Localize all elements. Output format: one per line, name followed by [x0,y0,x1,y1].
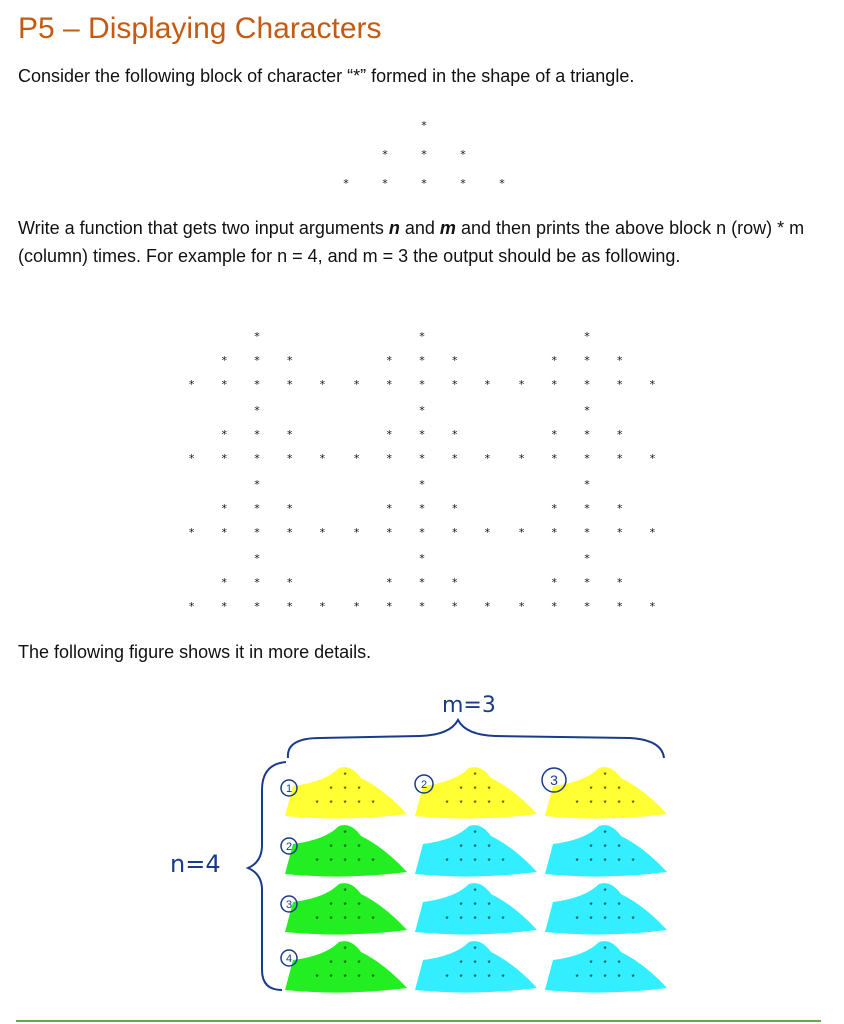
star: * [589,901,593,910]
star: * [459,799,463,808]
star: * [473,771,477,780]
star: * [343,857,347,866]
star: * [451,452,458,465]
star: * [551,354,558,367]
star: * [575,857,579,866]
page-title: P5 – Displaying Characters [18,12,382,45]
star: * [603,843,607,852]
star: * [329,901,333,910]
star: * [459,843,463,852]
star: * [386,526,393,539]
star: * [649,526,656,539]
star: * [631,857,635,866]
star: * [188,452,195,465]
intro-text: Consider the following block of character “*” formed in the shape of a triangle. [18,66,635,86]
star: * [518,600,525,613]
star: * [459,785,463,794]
star: * [499,177,505,190]
star: * [188,600,195,613]
star: * [419,330,425,343]
star: * [603,785,607,794]
star: * [353,378,360,391]
star: * [589,799,593,808]
star: * [329,843,333,852]
star: * [353,526,360,539]
star: * [386,428,393,441]
star: * [603,771,607,780]
star: * [357,785,361,794]
star: * [473,857,477,866]
star: * [221,526,228,539]
star: * [445,799,449,808]
star: * [501,973,505,982]
star: * [188,378,195,391]
star: * [319,378,326,391]
star: * [286,378,293,391]
star: * [473,973,477,982]
star: * [451,526,458,539]
task-text-part1: Write a function that gets two input arguments [18,218,389,238]
col-number-2 [415,775,433,793]
star: * [589,785,593,794]
star: * [617,901,621,910]
star: * [221,452,228,465]
star: * [343,177,349,190]
star: * [319,526,326,539]
star: * [419,552,425,565]
star: * [254,330,260,343]
top-brace [288,720,664,758]
star: * [343,785,347,794]
star: * [603,857,607,866]
star: * [617,799,621,808]
star: * [419,600,425,613]
star: * [487,843,491,852]
star: * [419,404,425,417]
star: * [575,799,579,808]
star: * [319,600,326,613]
star: * [575,973,579,982]
star: * [584,576,590,589]
svg-text:1: 1 [285,783,293,795]
star: * [484,600,491,613]
star: * [445,915,449,924]
star: * [487,973,491,982]
star: * [584,378,590,391]
star: * [584,330,590,343]
star: * [386,502,393,515]
star: * [286,354,293,367]
svg-text:2: 2 [285,841,293,853]
star: * [371,857,375,866]
star: * [649,378,656,391]
star: * [584,478,590,491]
svg-text:4: 4 [285,953,293,965]
star: * [329,973,333,982]
star: * [357,915,361,924]
star: * [254,404,260,417]
star: * [315,973,319,982]
star: * [221,502,228,515]
star: * [473,887,477,896]
star: * [584,526,590,539]
star: * [419,526,425,539]
star: * [551,576,558,589]
star: * [473,901,477,910]
star: * [487,959,491,968]
star: * [421,119,427,132]
star: * [473,799,477,808]
star: * [487,799,491,808]
star: * [649,452,656,465]
star: * [616,452,623,465]
star: * [445,973,449,982]
star: * [518,378,525,391]
star: * [487,857,491,866]
star: * [484,452,491,465]
star: * [353,452,360,465]
star: * [518,452,525,465]
star: * [343,901,347,910]
star: * [451,378,458,391]
star: * [343,829,347,838]
star: * [254,526,260,539]
star: * [419,452,425,465]
star: * [386,452,393,465]
star: * [631,973,635,982]
star: * [551,502,558,515]
star: * [386,354,393,367]
star: * [617,915,621,924]
star: * [584,354,590,367]
star: * [353,600,360,613]
row-number-4 [281,950,297,966]
star: * [419,502,425,515]
star: * [575,915,579,924]
svg-text:3: 3 [550,772,558,788]
star: * [616,526,623,539]
star: * [584,552,590,565]
star: * [484,378,491,391]
star: * [589,843,593,852]
svg-text:2: 2 [420,779,428,791]
star: * [371,973,375,982]
star: * [459,959,463,968]
star: * [487,915,491,924]
star: * [315,857,319,866]
star: * [254,552,260,565]
star: * [221,378,228,391]
star: * [445,857,449,866]
star: * [286,600,293,613]
star: * [386,576,393,589]
star: * [501,915,505,924]
star: * [421,177,427,190]
star: * [254,452,260,465]
star: * [451,502,458,515]
star: * [617,785,621,794]
star: * [382,148,388,161]
star: * [254,378,260,391]
star: * [584,404,590,417]
star: * [254,502,260,515]
star: * [603,945,607,954]
star: * [286,428,293,441]
star: * [584,428,590,441]
star: * [329,799,333,808]
star: * [254,600,260,613]
star: * [382,177,388,190]
star: * [286,576,293,589]
star: * [589,973,593,982]
star: * [589,857,593,866]
star: * [603,829,607,838]
arg-n: n [388,218,400,238]
star: * [357,901,361,910]
star: * [386,378,393,391]
star: * [221,354,228,367]
svg-text:3: 3 [285,899,293,911]
star: * [589,959,593,968]
star: * [315,799,319,808]
star: * [459,901,463,910]
star: * [631,915,635,924]
star: * [617,973,621,982]
star: * [254,354,260,367]
star: * [419,478,425,491]
star: * [221,600,228,613]
star: * [518,526,525,539]
star: * [603,959,607,968]
star: * [254,576,260,589]
star: * [603,799,607,808]
star: * [343,771,347,780]
task-text-part2: and then prints the above block n (row) * m (column) times. For example for n = 4, and m = 3 the output should be as following. [18,218,805,266]
star: * [616,600,623,613]
star: * [617,959,621,968]
star: * [584,600,590,613]
star: * [343,959,347,968]
m-label: m=3 [442,693,496,718]
star: * [371,915,375,924]
star: * [451,428,458,441]
star: * [421,148,427,161]
star: * [473,785,477,794]
detail-figure [0,680,844,1000]
star: * [487,785,491,794]
star: * [484,526,491,539]
star: * [343,945,347,954]
star: * [286,452,293,465]
star: * [319,452,326,465]
star: * [254,478,260,491]
star: * [501,799,505,808]
star: * [473,945,477,954]
star: * [419,576,425,589]
star: * [616,576,623,589]
star: * [460,148,466,161]
figure-intro-text: The following figure shows it in more details. [18,642,372,662]
star: * [501,857,505,866]
star: * [459,915,463,924]
star: * [419,378,425,391]
star: * [459,973,463,982]
star: * [386,600,393,613]
star: * [357,843,361,852]
star: * [473,959,477,968]
star: * [459,857,463,866]
star: * [584,452,590,465]
star: * [221,576,228,589]
star: * [616,378,623,391]
star: * [551,378,558,391]
star: * [631,799,635,808]
star: * [451,354,458,367]
star: * [315,915,319,924]
star: * [343,973,347,982]
star: * [286,526,293,539]
star: * [286,502,293,515]
star: * [329,785,333,794]
star: * [329,959,333,968]
arg-m: m [439,218,456,238]
star: * [473,829,477,838]
star: * [419,354,425,367]
task-text [18,214,828,270]
star: * [603,887,607,896]
star: * [617,857,621,866]
star: * [329,857,333,866]
star: * [487,901,491,910]
star: * [460,177,466,190]
star: * [589,915,593,924]
star: * [357,799,361,808]
star: * [357,973,361,982]
star: * [649,600,656,613]
bottom-rule [16,1020,821,1022]
star: * [617,843,621,852]
left-brace [248,762,286,990]
star: * [254,428,260,441]
star: * [357,857,361,866]
star: * [419,428,425,441]
star: * [343,799,347,808]
star: * [616,428,623,441]
star: * [188,526,195,539]
star: * [343,887,347,896]
star: * [603,915,607,924]
task-and: and [399,218,440,238]
star: * [603,901,607,910]
star: * [473,843,477,852]
star: * [616,502,623,515]
star: * [551,526,558,539]
star: * [551,452,558,465]
star: * [357,959,361,968]
star: * [343,843,347,852]
star: * [343,915,347,924]
star: * [221,428,228,441]
star: * [473,915,477,924]
n-label: n=4 [170,850,221,878]
star: * [329,915,333,924]
star: * [551,428,558,441]
star: * [451,576,458,589]
star: * [371,799,375,808]
star: * [616,354,623,367]
star: * [451,600,458,613]
star: * [603,973,607,982]
star: * [584,502,590,515]
star: * [551,600,558,613]
